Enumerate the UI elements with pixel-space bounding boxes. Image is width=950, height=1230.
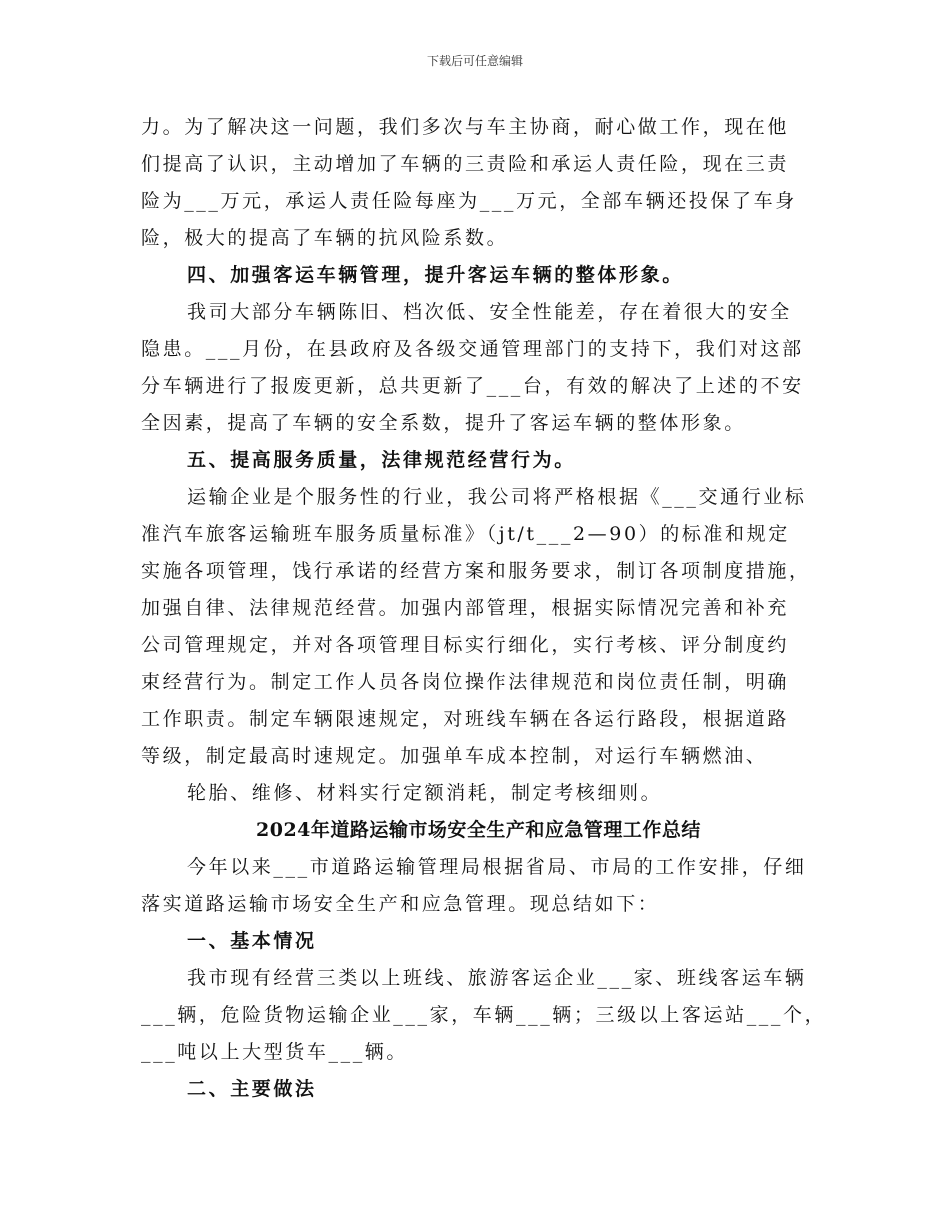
section-heading: 四、加强客运车辆管理，提升客运车辆的整体形象。 xyxy=(187,264,684,286)
paragraph-line: ___辆，危险货物运输企业___家，车辆___辆；三级以上客运站___个， xyxy=(141,1004,827,1026)
paragraph-line: 险，极大的提高了车辆的抗风险系数。 xyxy=(141,227,509,249)
paragraph-line: 公司管理规定，并对各项管理目标实行细化，实行考核、评分制度约 xyxy=(141,634,790,656)
document-title: 2024年道路运输市场安全生产和应急管理工作总结 xyxy=(256,819,701,841)
paragraph-line: 隐患。___月份，在县政府及各级交通管理部门的支持下，我们对这部 xyxy=(141,338,804,360)
paragraph-line: 等级，制定最高时速规定。加强单车成本控制，对运行车辆燃油、 xyxy=(141,745,768,767)
paragraph-line: 我市现有经营三类以上班线、旅游客运企业___家、班线客运车辆 xyxy=(187,967,807,989)
paragraph-line: 束经营行为。制定工作人员各岗位操作法律规范和岗位责任制，明确 xyxy=(141,671,790,693)
paragraph-line: 加强自律、法律规范经营。加强内部管理，根据实际情况完善和补充 xyxy=(141,597,790,619)
paragraph-line: 力。为了解决这一问题，我们多次与车主协商，耐心做工作，现在他 xyxy=(141,116,790,138)
page-header-note: 下载后可任意编辑 xyxy=(426,54,523,68)
paragraph-line: 分车辆进行了报废更新，总共更新了___台，有效的解决了上述的不安 xyxy=(141,375,804,397)
paragraph-line: 准汽车旅客运输班车服务质量标准》（jt/t___2—90）的标准和规定 xyxy=(141,523,790,545)
paragraph-line: 轮胎、维修、材料实行定额消耗，制定考核细则。 xyxy=(187,782,663,804)
paragraph-line: 工作职责。制定车辆限速规定，对班线车辆在各运行路段，根据道路 xyxy=(141,708,790,730)
section-heading: 一、基本情况 xyxy=(187,930,317,952)
paragraph-line: 运输企业是个服务性的行业，我公司将严格根据《___交通行业标 xyxy=(187,486,807,508)
paragraph-line: ___吨以上大型货车___辆。 xyxy=(141,1041,409,1063)
paragraph-line: 们提高了认识，主动增加了车辆的三责险和承运人责任险，现在三责 xyxy=(141,153,790,175)
paragraph-line: 落实道路运输市场安全生产和应急管理。现总结如下： xyxy=(141,893,660,915)
paragraph-line: 险为___万元，承运人责任险每座为___万元，全部车辆还投保了车身 xyxy=(141,190,797,212)
paragraph-line: 今年以来___市道路运输管理局根据省局、市局的工作安排，仔细 xyxy=(187,856,807,878)
section-heading: 二、主要做法 xyxy=(187,1078,317,1100)
section-heading: 五、提高服务质量，法律规范经营行为。 xyxy=(187,449,576,471)
paragraph-line: 我司大部分车辆陈旧、档次低、安全性能差，存在着很大的安全 xyxy=(187,301,792,323)
paragraph-line: 全因素，提高了车辆的安全系数，提升了客运车辆的整体形象。 xyxy=(141,412,746,434)
paragraph-line: 实施各项管理，饯行承诺的经营方案和服务要求，制订各项制度措施， xyxy=(141,560,811,582)
